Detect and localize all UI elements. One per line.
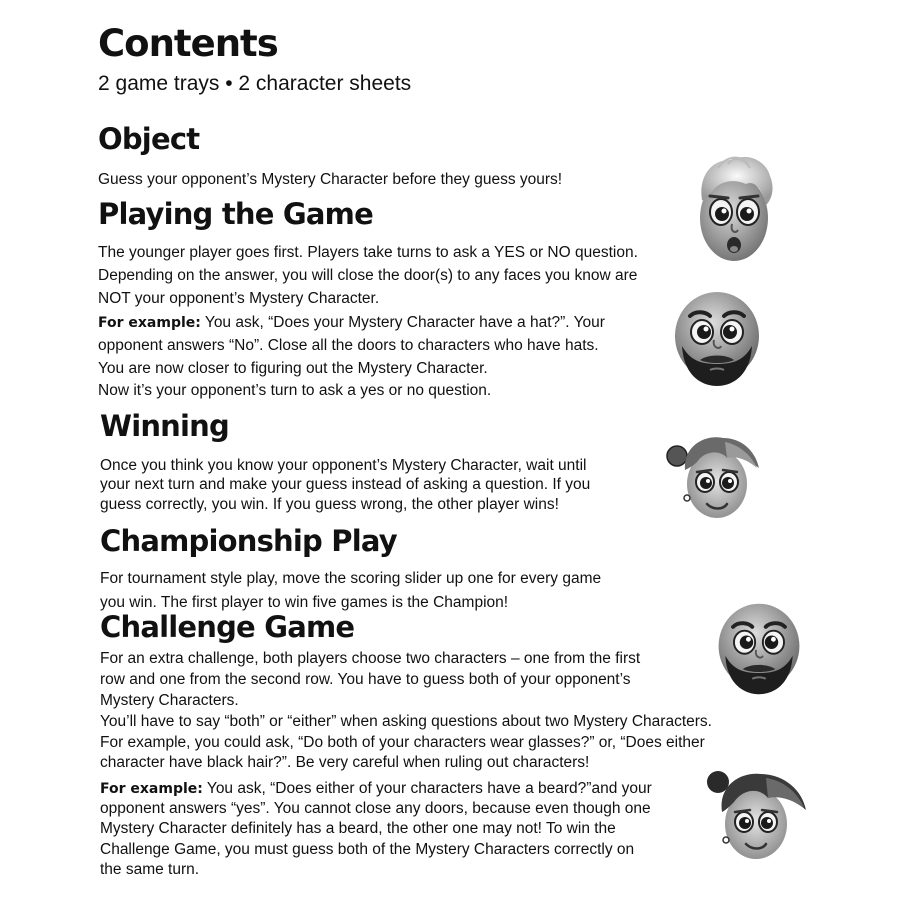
cartoon-face-white-hair-icon (688, 150, 780, 270)
challenge-heading: Challenge Game (100, 610, 355, 644)
playing-text-line: NOT your opponent’s Mystery Character. (98, 290, 380, 307)
championship-text-line: you win. The first player to win five games is the Champion! (100, 594, 509, 611)
cartoon-face-bald-bearded-man-icon (664, 288, 770, 388)
contents-heading: Contents (98, 22, 278, 65)
championship-text-line: For tournament style play, move the scoring slider up one for every game (100, 570, 602, 587)
contents-subtitle: 2 game trays • 2 character sheets (98, 72, 412, 95)
playing-text-line: The younger player goes first. Players take turns to ask a YES or NO question. (98, 244, 638, 261)
cartoon-face-girl-ponytail-icon (665, 428, 765, 523)
challenge-example-line: opponent answers “yes”. You cannot close any doors, because even though one (100, 800, 651, 817)
playing-example-label: For example: (98, 315, 201, 331)
playing-example-line: You are now closer to figuring out the Mystery Character. (98, 360, 488, 377)
challenge-text-line: You’ll have to say “both” or “either” when asking questions about two Mystery Characters. (100, 713, 712, 730)
cartoon-face-girl-side-bun-icon (704, 766, 810, 864)
winning-heading: Winning (100, 409, 229, 443)
playing-text-line: Depending on the answer, you will close the door(s) to any faces you know are (98, 267, 638, 284)
object-heading: Object (98, 122, 200, 156)
playing-example-line: opponent answers “No”. Close all the doors to characters who have hats. (98, 337, 599, 354)
challenge-text-line: For an extra challenge, both players choose two characters – one from the first (100, 650, 641, 667)
winning-text-line: Once you think you know your opponent’s Mystery Character, wait until (100, 457, 587, 474)
challenge-example-text: You ask, “Does either of your characters have a beard?”and your (202, 780, 652, 797)
challenge-example-line (100, 781, 652, 797)
challenge-text-line: For example, you could ask, “Do both of your characters wear glasses?” or, “Does either (100, 734, 705, 751)
playing-example-line: Now it’s your opponent’s turn to ask a yes or no question. (98, 382, 492, 399)
challenge-text-line: character have black hair?”. Be very careful when ruling out characters! (100, 754, 590, 771)
challenge-example-line: the same turn. (100, 861, 200, 878)
object-text: Guess your opponent’s Mystery Character before they guess yours! (98, 171, 563, 188)
challenge-example-line: Challenge Game, you must guess both of the Mystery Characters correctly on (100, 841, 635, 858)
cartoon-face-bald-bearded-man-icon (708, 598, 810, 698)
winning-text-line: your next turn and make your guess instead of asking a question. If you (100, 476, 591, 493)
championship-heading: Championship Play (100, 524, 397, 558)
challenge-example-line: Mystery Character definitely has a beard, the other one may not! To win the (100, 820, 616, 837)
playing-heading: Playing the Game (98, 197, 373, 231)
playing-example-line (98, 315, 605, 331)
playing-example-text: You ask, “Does your Mystery Character have a hat?”. Your (200, 314, 605, 331)
challenge-text-line: row and one from the second row. You have to guess both of your opponent’s (100, 671, 631, 688)
challenge-example-label: For example: (100, 781, 203, 797)
challenge-text-line: Mystery Characters. (100, 692, 239, 709)
winning-text-line: guess correctly, you win. If you guess wrong, the other player wins! (100, 496, 559, 513)
